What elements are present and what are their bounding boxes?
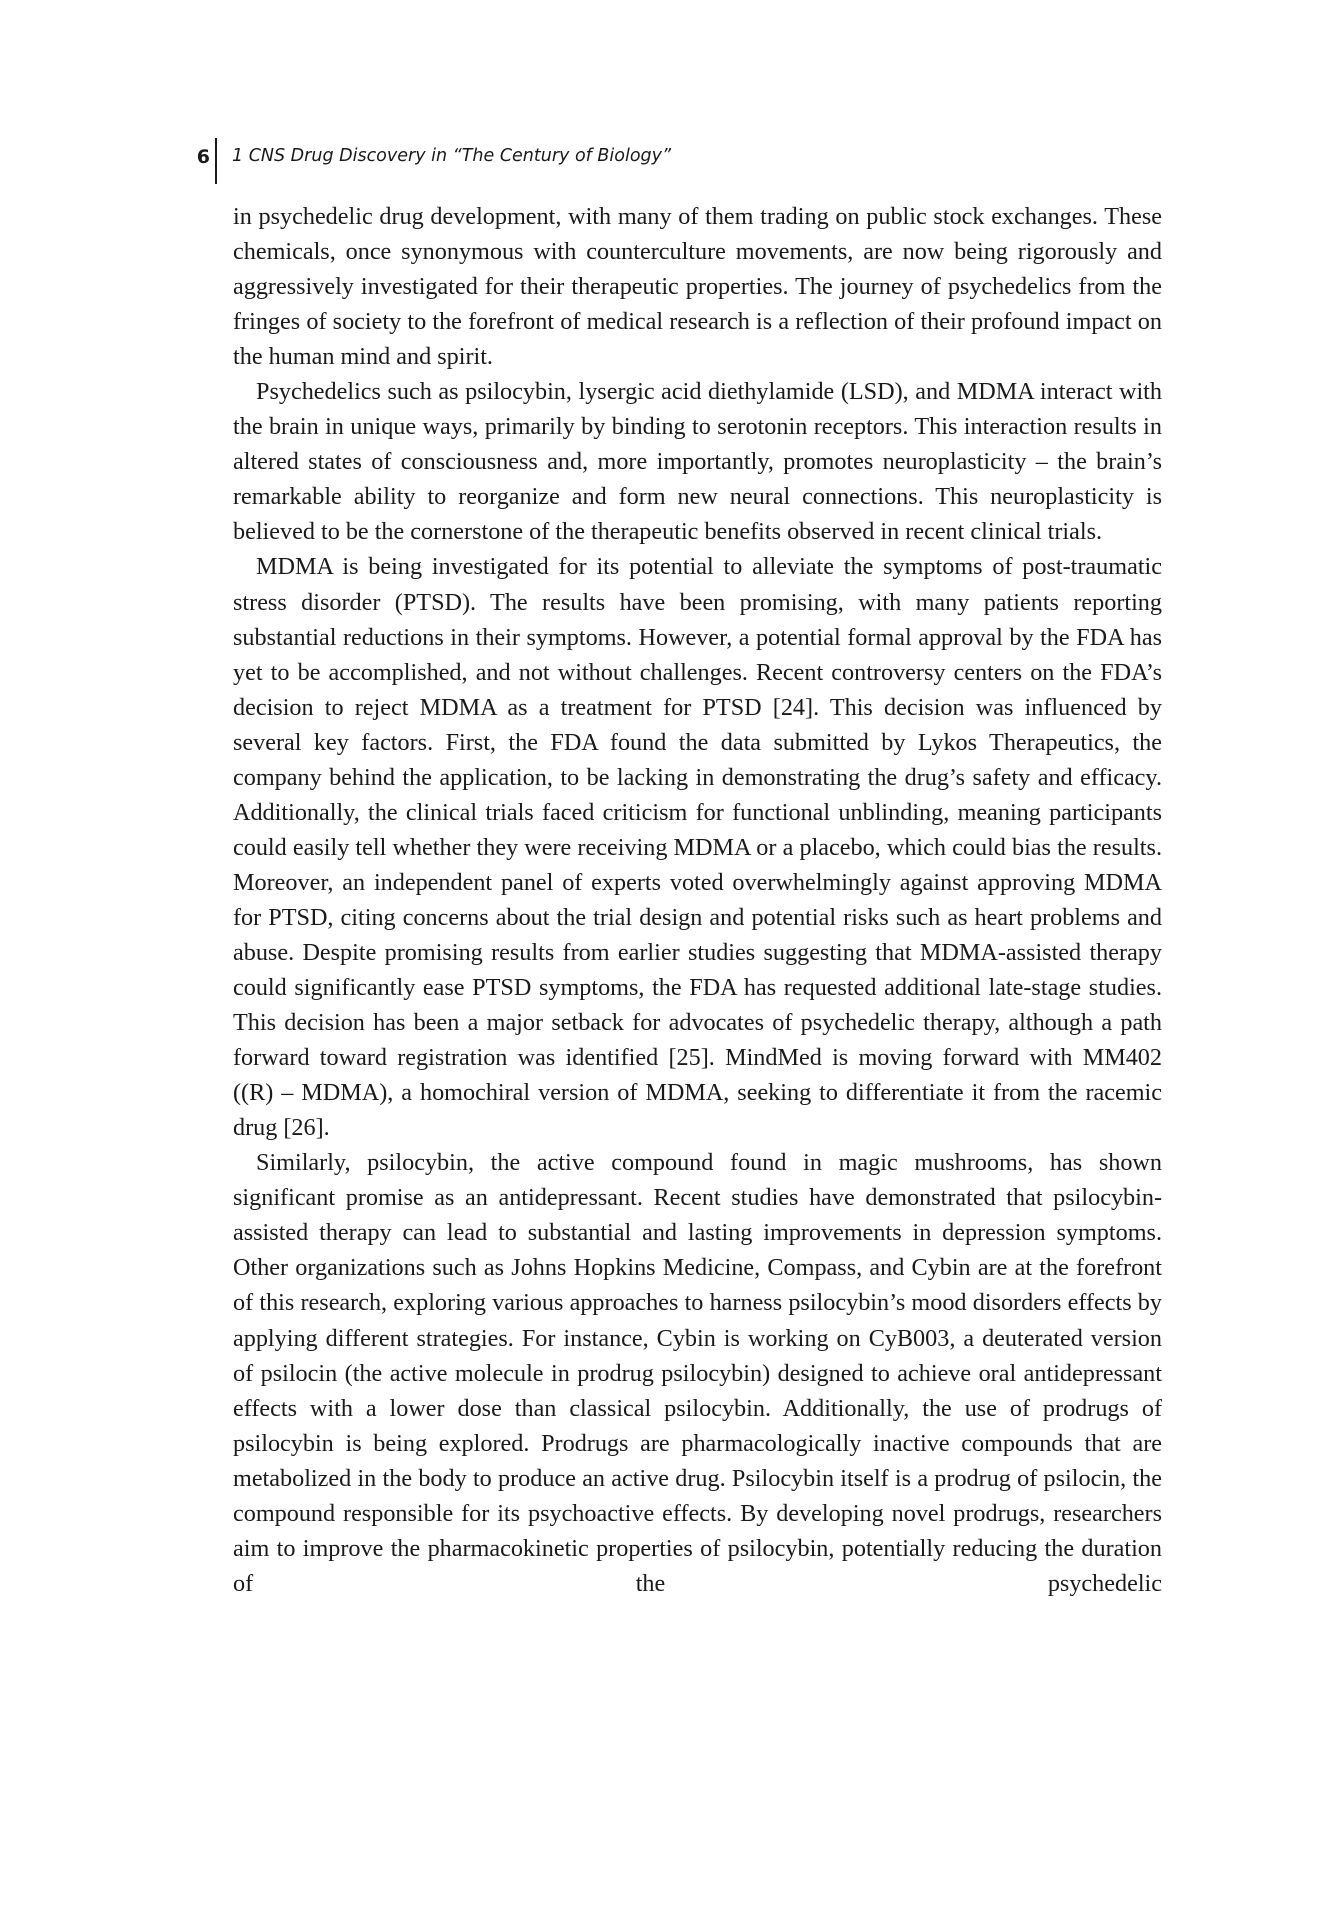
header-divider	[215, 138, 217, 184]
chapter-running-title: 1 CNS Drug Discovery in “The Century of Biology”	[232, 146, 672, 166]
paragraph-psychedelics-mechanism: Psychedelics such as psilocybin, lysergic acid diethylamide (LSD), and MDMA interact with the brain in unique ways, primarily by binding to serotonin receptors. This interaction results in altered states of consciousness and, more importantly, promotes neuroplasticity – the brain’s remarkable ability to reorganize and form new neural connections. This neuroplasticity is believed to be the cornerstone of the therapeutic benefits observed in recent clinical trials.	[233, 378, 1162, 546]
paragraph-mdma-ptsd: MDMA is being investigated for its potential to alleviate the symptoms of post-traumatic stress disorder (PTSD). The results have been promising, with many patients reporting substantial reductions in their symptoms. However, a potential formal approval by the FDA has yet to be accomplished, and not without challenges. Recent controversy centers on the FDA’s decision to reject MDMA as a treatment for PTSD [24]. This decision was influenced by several key factors. First, the FDA found the data submitted by Lykos Therapeutics, the company behind the application, to be lacking in demonstrating the drug’s safety and efficacy. Additionally, the clinical trials faced criticism for functional unblinding, meaning participants could easily tell whether they were receiving MDMA or a placebo, which could bias the results. Moreover, an independent panel of experts voted overwhelmingly against approving MDMA for PTSD, citing concerns about the trial design and potential risks such as heart problems and abuse. Despite promising results from earlier studies suggesting that MDMA-assisted therapy could significantly ease PTSD symptoms, the FDA has requested additional late-stage studies. This decision has been a major setback for advocates of psychedelic therapy, although a path forward toward registration was identified [25]. MindMed is moving forward with MM402 ((R) – MDMA), a homochiral version of MDMA, seeking to differentiate it from the racemic drug [26].	[233, 553, 1162, 1142]
paragraph-continued: in psychedelic drug development, with many of them trading on public stock exchanges. These chemicals, once synonymous with counterculture movements, are now being rigorously and aggressively investigated for their therapeutic properties. The journey of psychedelics from the fringes of society to the forefront of medical research is a reflection of their profound impact on the human mind and spirit.	[233, 203, 1162, 371]
paragraph-psilocybin: Similarly, psilocybin, the active compound found in magic mushrooms, has shown significant promise as an antidepressant. Recent studies have demonstrated that psilocybin-assisted therapy can lead to substantial and lasting improvements in depression symptoms. Other organizations such as Johns Hopkins Medicine, Compass, and Cybin are at the forefront of this research, exploring various approaches to harness psilocybin’s mood disorders effects by applying different strategies. For instance, Cybin is working on CyB003, a deuterated version of psilocin (the active molecule in prodrug psilocybin) designed to achieve oral antidepressant effects with a lower dose than classical psilocybin. Additionally, the use of prodrugs of psilocybin is being explored. Prodrugs are pharmacologically inactive compounds that are metabolized in the body to produce an active drug. Psilocybin itself is a prodrug of psilocin, the compound responsible for its psychoactive effects. By developing novel prodrugs, researchers aim to improve the pharmacokinetic properties of psilocybin, potentially reducing the duration of the psychedelic	[233, 1149, 1162, 1597]
body-text	[233, 199, 1162, 1601]
page-number: 6	[196, 146, 210, 168]
